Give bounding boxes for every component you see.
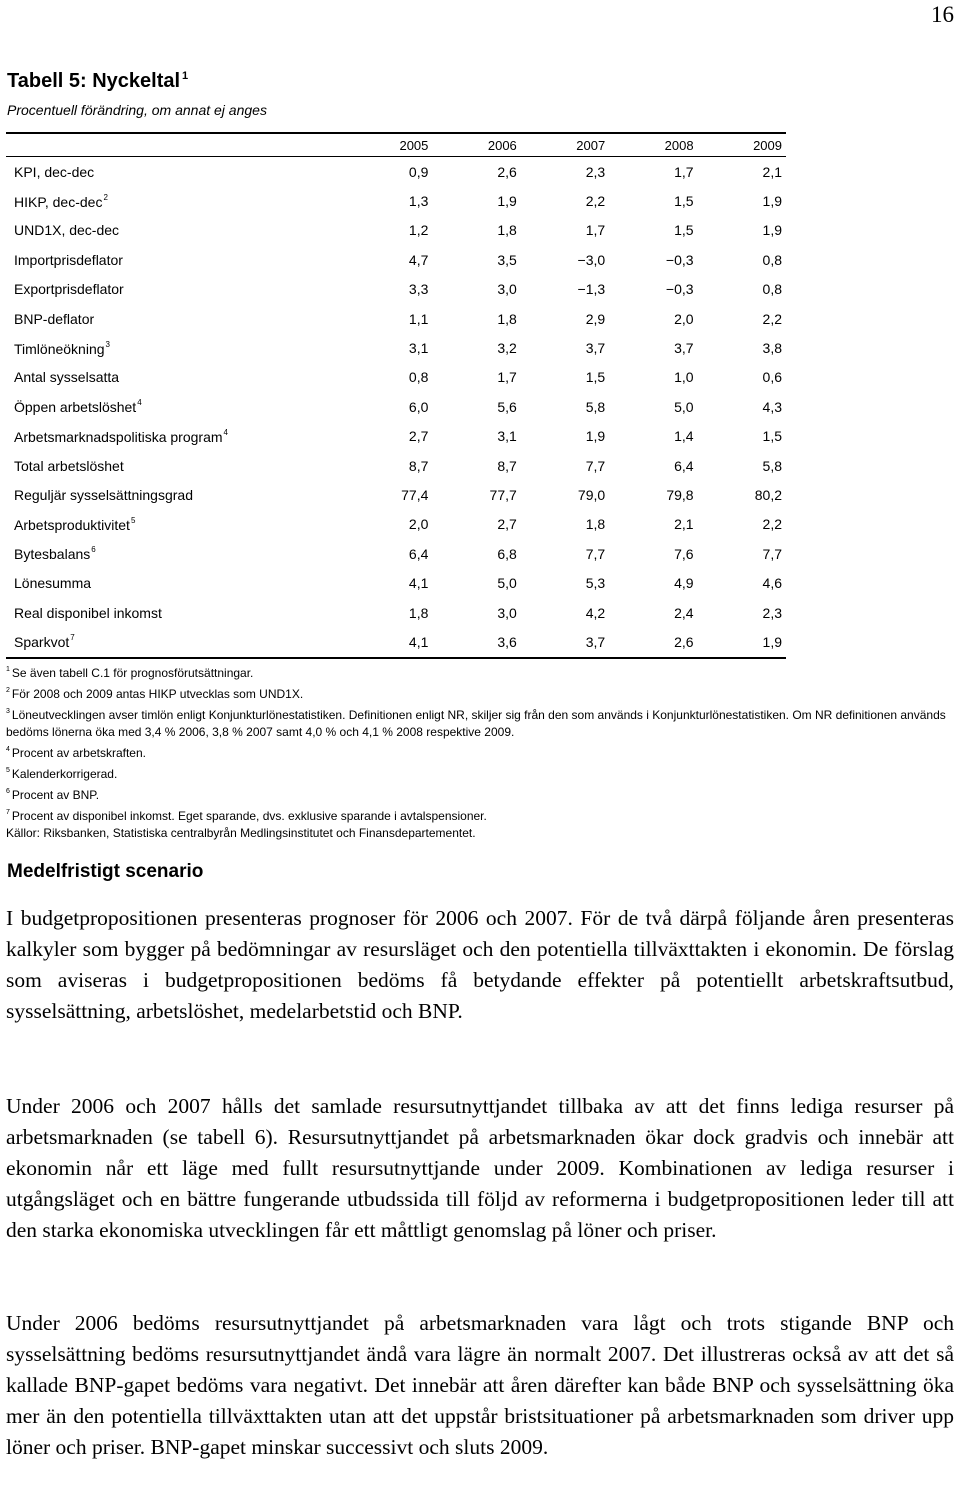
- value-cell: 3,0: [497, 604, 517, 621]
- value-cell: 1,7: [497, 369, 517, 386]
- value-cell: 7,6: [674, 545, 694, 562]
- row-label: [6, 422, 344, 451]
- value-cell: 2,2: [762, 516, 782, 533]
- row-label: [6, 157, 344, 187]
- table-header: [6, 133, 786, 157]
- footnote: [6, 703, 956, 741]
- value-cell: 2,7: [497, 516, 517, 533]
- value-cell: 7,7: [585, 457, 606, 474]
- table-row: [6, 568, 786, 597]
- value-cell: 3,3: [408, 281, 429, 298]
- row-label: [6, 304, 344, 333]
- table-row: [6, 275, 786, 304]
- value-cell: 2,4: [674, 604, 694, 621]
- footnote-text: Procent av arbetskraften.: [11, 746, 146, 760]
- table-row: [6, 157, 786, 187]
- value-cell: 1,8: [497, 222, 517, 239]
- value-cell: 2,2: [762, 310, 782, 327]
- row-label: [6, 363, 344, 392]
- value-cell: 6,8: [497, 545, 517, 562]
- value-cell: 3,6: [432, 627, 520, 657]
- footnote-text: Se även tabell C.1 för prognosförutsättningar.: [11, 666, 254, 680]
- value-cell: 0,8: [762, 251, 782, 268]
- table-body: [6, 157, 786, 658]
- row-label: [6, 186, 344, 215]
- value-cell: 3,5: [497, 251, 517, 268]
- table-row: [6, 363, 786, 392]
- value-cell: 1,7: [585, 222, 606, 239]
- value-cell: 2,2: [585, 193, 606, 210]
- row-label-text: Sparkvot: [14, 634, 70, 651]
- value-cell: 1,9: [585, 428, 606, 445]
- value-cell: 4,1: [344, 627, 432, 657]
- value-cell: 4,9: [674, 575, 694, 592]
- row-label: [6, 245, 344, 274]
- column-header: 2007: [521, 133, 609, 157]
- row-label: [6, 451, 344, 480]
- row-label: [6, 568, 344, 597]
- column-header: 2009: [698, 133, 786, 157]
- table-row: [6, 422, 786, 451]
- value-cell: 1,9: [762, 222, 782, 239]
- value-cell: 1,8: [408, 604, 429, 621]
- footnote-text: Löneutvecklingen avser timlön enligt Konjunkturlönestatistiken. Definitionen enligt NR, skiljer sig från den som används i Konjunkturlönestatistiken. Om NR definitionen används bedöms lönerna öka med 3,4 % 2006, 3,8 % 2007 samt 4,0 % och 4,1 % 2008 respektive 2009.: [6, 708, 946, 739]
- footnote-ref: 6: [91, 545, 96, 555]
- table-source: Källor: Riksbanken, Statistiska centralbyrån Medlingsinstitutet och Finansdepartementet.: [6, 826, 476, 840]
- table-title: [7, 70, 188, 93]
- value-cell: 3,2: [497, 340, 517, 357]
- row-label-text: Importprisdeflator: [14, 251, 123, 268]
- table-row: [6, 480, 786, 509]
- row-label: [6, 510, 344, 539]
- value-cell: 2,3: [762, 604, 782, 621]
- footnote-text: Procent av disponibel inkomst. Eget sparande, dvs. exklusive sparande i avtalspensioner.: [11, 809, 487, 823]
- value-cell: 5,6: [497, 398, 517, 415]
- value-cell: 2,3: [585, 163, 606, 180]
- value-cell: 1,9: [762, 193, 782, 210]
- column-header: 2008: [609, 133, 697, 157]
- footnote-ref: 4: [137, 398, 142, 408]
- footnote-ref: 3: [105, 339, 110, 349]
- footnote-number: 1: [6, 666, 10, 673]
- column-header: 2005: [344, 133, 432, 157]
- row-label: [6, 627, 344, 657]
- value-cell: −3,0: [577, 251, 606, 268]
- footnote-number: 6: [6, 788, 10, 795]
- row-label-text: Arbetsmarknadspolitiska program: [14, 428, 223, 445]
- value-cell: 0,6: [762, 369, 782, 386]
- value-cell: 79,0: [577, 486, 606, 503]
- row-label-text: HIKP, dec-dec: [14, 193, 103, 210]
- row-label-text: Arbetsproduktivitet: [14, 516, 130, 533]
- section-heading: Medelfristigt scenario: [7, 861, 204, 882]
- value-cell: 8,7: [408, 457, 429, 474]
- table-title-text: Tabell 5: Nyckeltal: [7, 70, 181, 92]
- value-cell: 7,7: [585, 545, 606, 562]
- value-cell: 5,3: [585, 575, 606, 592]
- value-cell: 2,9: [585, 310, 606, 327]
- value-cell: 2,1: [674, 516, 694, 533]
- value-cell: −0,3: [665, 251, 694, 268]
- value-cell: 4,1: [408, 575, 429, 592]
- row-label: [6, 480, 344, 509]
- value-cell: 1,5: [674, 193, 694, 210]
- row-label-text: Antal sysselsatta: [14, 369, 120, 386]
- footnote-ref: 5: [130, 515, 136, 525]
- table-row: [6, 304, 786, 333]
- value-cell: 4,6: [762, 575, 782, 592]
- value-cell: 3,7: [521, 627, 609, 657]
- footnote: [6, 661, 956, 682]
- value-cell: 2,7: [408, 428, 429, 445]
- footnote-text: Kalenderkorrigerad.: [11, 767, 118, 781]
- value-cell: 4,7: [408, 251, 429, 268]
- value-cell: 0,8: [762, 281, 782, 298]
- key-figures-table: [6, 132, 786, 659]
- row-label-text: BNP-deflator: [14, 310, 95, 327]
- footnote-number: 3: [6, 708, 10, 715]
- body-paragraph: Under 2006 och 2007 hålls det samlade resursutnyttjandet tillbaka av att det finns lediga resurser på arbetsmarknaden (se tabell 6). Resursutnyttjandet på arbetsmarknaden ökar dock gradvis och innebär att ekonomin når ett läge med fullt resursutnyttjande under 2009. Kombinationen av lediga resurser i utgångsläget och en bättre fungerande utbudssida till följd av reformerna i budgetpropositionen leder till att den starka ekonomiska utvecklingen får ett måttligt genomslag på löner och priser.: [6, 1094, 954, 1242]
- value-cell: 3,7: [585, 340, 606, 357]
- value-cell: −0,3: [665, 281, 694, 298]
- table-row: [6, 598, 786, 627]
- value-cell: 5,8: [762, 457, 782, 474]
- value-cell: 5,8: [585, 398, 606, 415]
- value-cell: 0,9: [408, 163, 429, 180]
- table-row: [6, 186, 786, 215]
- table-footnotes: [6, 661, 956, 842]
- value-cell: 1,9: [698, 627, 786, 657]
- value-cell: 1,5: [585, 369, 606, 386]
- table-row: [6, 333, 786, 362]
- value-cell: 6,4: [674, 457, 694, 474]
- row-label: [6, 275, 344, 304]
- value-cell: 6,4: [408, 545, 429, 562]
- table-row: [6, 392, 786, 421]
- row-label-text: Timlöneökning: [14, 340, 105, 357]
- footnote-number: 2: [6, 687, 10, 694]
- table-header-row: [6, 133, 786, 157]
- value-cell: 4,3: [762, 398, 782, 415]
- value-cell: 3,1: [408, 340, 429, 357]
- value-cell: 1,9: [497, 193, 517, 210]
- footnote-ref: 7: [70, 633, 75, 643]
- value-cell: 6,0: [408, 398, 429, 415]
- footnote-number: 4: [6, 746, 10, 753]
- page-number: 16: [931, 2, 954, 27]
- value-cell: 1,8: [585, 516, 606, 533]
- footnote: [6, 762, 956, 783]
- value-cell: 77,7: [489, 486, 517, 503]
- row-label-text: Bytesbalans: [14, 546, 91, 563]
- row-label: [6, 216, 344, 245]
- value-cell: 4,2: [585, 604, 606, 621]
- value-cell: 1,4: [674, 428, 694, 445]
- column-header: 2006: [432, 133, 520, 157]
- value-cell: 3,0: [497, 281, 517, 298]
- footnote-text: För 2008 och 2009 antas HIKP utvecklas som UND1X.: [11, 687, 304, 701]
- value-cell: 2,6: [497, 163, 517, 180]
- value-cell: 3,1: [497, 428, 517, 445]
- footnote: [6, 804, 956, 825]
- footnote-ref: 4: [223, 427, 228, 437]
- row-label-text: Öppen arbetslöshet: [14, 399, 137, 416]
- value-cell: 2,0: [674, 310, 694, 327]
- footnote: [6, 783, 956, 804]
- value-cell: 1,0: [674, 369, 694, 386]
- footnote: [6, 741, 956, 762]
- value-cell: 2,1: [762, 163, 782, 180]
- footnote-number: 5: [6, 767, 10, 774]
- row-label-text: Reguljär sysselsättningsgrad: [14, 486, 193, 503]
- row-label-text: KPI, dec-dec: [14, 163, 95, 180]
- value-cell: 2,6: [609, 627, 697, 657]
- value-cell: 0,8: [408, 369, 429, 386]
- row-label: [6, 598, 344, 627]
- value-cell: 80,2: [754, 486, 782, 503]
- footnote: [6, 682, 956, 703]
- row-label-text: Total arbetslöshet: [14, 457, 124, 474]
- table-subtitle: Procentuell förändring, om annat ej anges: [7, 102, 267, 118]
- table-row: [6, 451, 786, 480]
- row-label-text: Lönesumma: [14, 575, 92, 592]
- body-paragraph: Under 2006 bedöms resursutnyttjandet på arbetsmarknaden vara lågt och trots stigande BNP och sysselsättning bedöms resursutnyttjandet ändå vara lägre än normalt 2007. Det illustreras också av att det så kallade BNP-gapet bedöms vara negativt. Det innebär att åren därefter kan både BNP och sysselsättning öka mer än den potentiella tillväxttakten utan att det uppstår bristsituationer på arbetsmarknaden som driver upp löner och priser. BNP-gapet minskar successivt och sluts 2009.: [6, 1311, 954, 1459]
- row-label: [6, 333, 344, 362]
- header-label-column: [6, 133, 344, 157]
- value-cell: 8,7: [497, 457, 517, 474]
- value-cell: 1,5: [762, 428, 782, 445]
- value-cell: 1,2: [408, 222, 429, 239]
- value-cell: 5,0: [674, 398, 694, 415]
- value-cell: 5,0: [497, 575, 517, 592]
- table-row: [6, 216, 786, 245]
- table-row: [6, 245, 786, 274]
- value-cell: 77,4: [401, 486, 429, 503]
- value-cell: 1,8: [497, 310, 517, 327]
- value-cell: 79,8: [666, 486, 694, 503]
- value-cell: 3,7: [674, 340, 694, 357]
- table-title-footnote-ref: 1: [182, 70, 189, 82]
- footnote-number: 7: [6, 809, 10, 816]
- value-cell: 1,3: [408, 193, 429, 210]
- value-cell: 1,5: [674, 222, 694, 239]
- row-label-text: UND1X, dec-dec: [14, 222, 120, 239]
- footnote-ref: 2: [103, 192, 108, 202]
- row-label: [6, 392, 344, 421]
- value-cell: 1,1: [408, 310, 429, 327]
- table-row: [6, 539, 786, 568]
- value-cell: 2,0: [408, 516, 429, 533]
- row-label-text: Exportprisdeflator: [14, 281, 124, 298]
- table-row: [6, 510, 786, 539]
- body-paragraph: I budgetpropositionen presenteras prognoser för 2006 och 2007. För de två därpå följande åren presenteras kalkyler som bygger på bedömningar av resursläget och den potentiella tillväxttakten i ekonomin. De förslag som aviseras i budgetpropositionen bedöms få betydande effekter på potentiellt arbetskraftsutbud, sysselsättning, arbetslöshet, medelarbetstid och BNP.: [6, 906, 954, 1023]
- footnote-list: [6, 661, 956, 825]
- value-cell: 3,8: [762, 340, 782, 357]
- row-label: [6, 539, 344, 568]
- footnote-text: Procent av BNP.: [11, 788, 100, 802]
- table-row: [6, 627, 786, 657]
- row-label-text: Real disponibel inkomst: [14, 604, 162, 621]
- value-cell: 7,7: [762, 545, 782, 562]
- value-cell: 1,7: [674, 163, 694, 180]
- value-cell: −1,3: [577, 281, 606, 298]
